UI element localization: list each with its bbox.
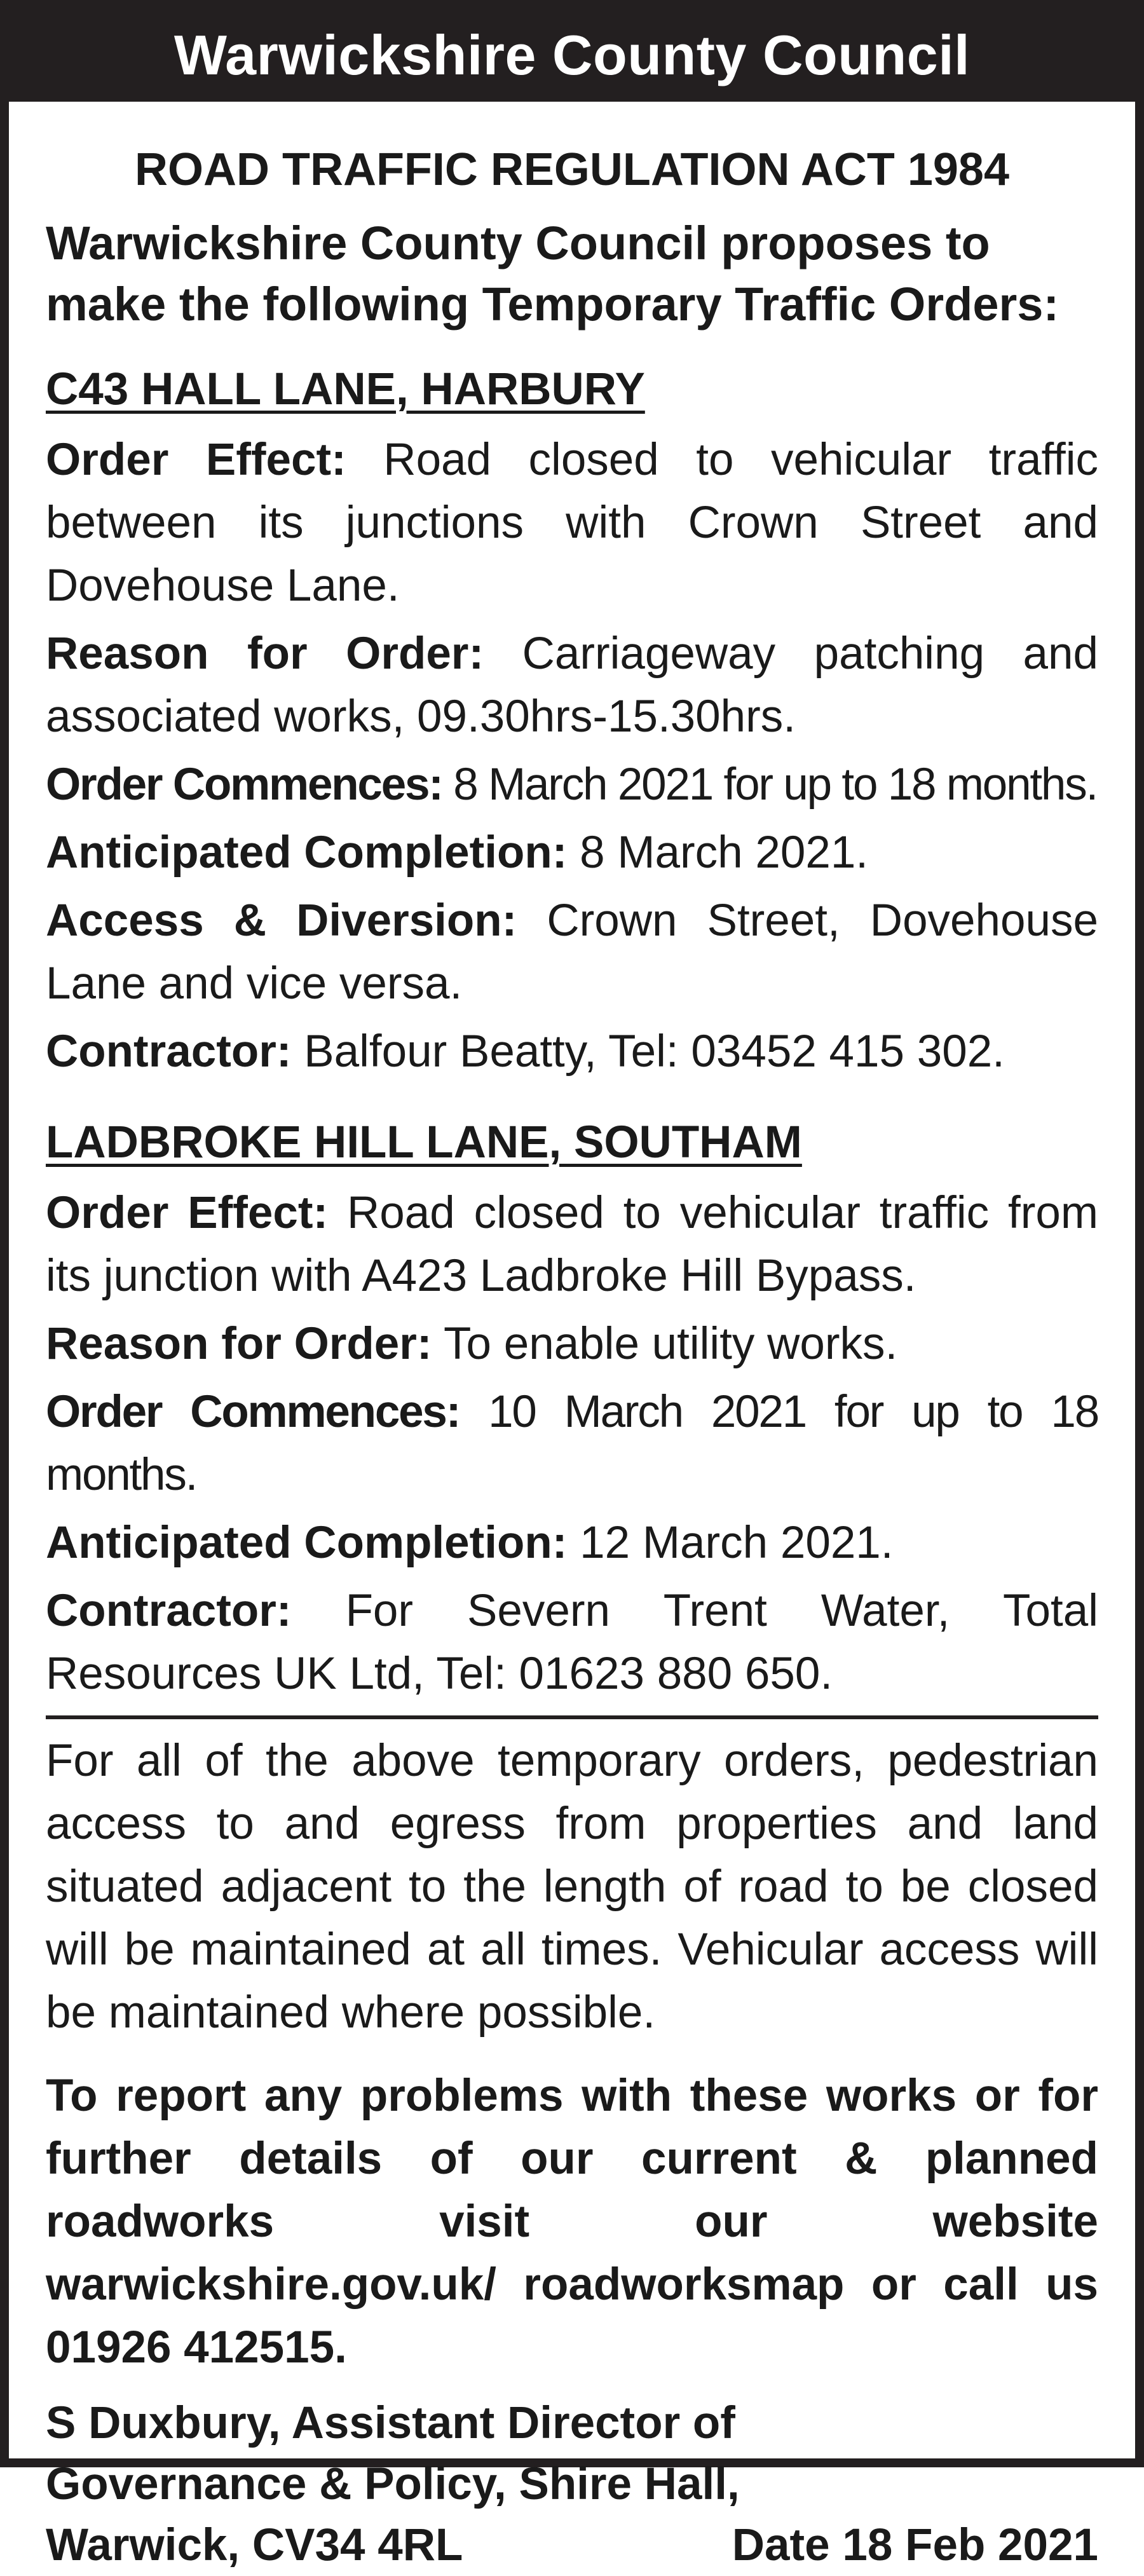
order-hall-lane [46, 358, 1098, 1083]
order-commences-label: Order Commences: [46, 760, 442, 810]
order-commences-label: Order Commences: [46, 1387, 460, 1437]
pedestrian-access-note: For all of the above temporary orders, pedestrian access to and egress from properties and land situated adjacent to the length of road to be closed will be maintained at all times. Vehicular access will be maintained where possible. [46, 1736, 1098, 2038]
order-access-text: Crown Street, Dovehouse Lane and vice versa. [46, 896, 1098, 1009]
notice-content [9, 102, 1135, 2576]
order-contractor [46, 1020, 1098, 1083]
intro-lead: Warwickshire County Council proposes to make the following Temporary Traffic Orders: [46, 217, 1059, 331]
order-completion-label: Anticipated Completion: [46, 1518, 568, 1568]
road-name: LADBROKE HILL LANE, SOUTHAM [46, 1117, 802, 1168]
order-ladbroke-hill-lane [46, 1111, 1098, 1705]
order-completion [46, 821, 1098, 884]
order-contractor [46, 1579, 1098, 1705]
order-reason-text: To enable utility works. [444, 1319, 898, 1369]
signature-line-1: S Duxbury, Assistant Director of [46, 2398, 735, 2448]
signature-line-3: Warwick, CV34 4RL [46, 2520, 463, 2570]
act-title: ROAD TRAFFIC REGULATION ACT 1984 [134, 144, 1010, 195]
order-reason-label: Reason for Order: [46, 1319, 432, 1369]
signature-address-row [46, 2515, 1098, 2576]
order-effect-text: Road closed to vehicular traffic from its junction with A423 Ladbroke Hill Bypass. [46, 1188, 1098, 1301]
order-commences [46, 1380, 1098, 1506]
council-banner [9, 9, 1135, 102]
order-reason-label: Reason for Order: [46, 629, 484, 679]
order-reason-text: Carriageway patching and associated works, 09.30hrs-15.30hrs. [46, 629, 1099, 742]
order-completion-text: 8 March 2021. [580, 828, 869, 878]
order-effect [46, 428, 1098, 617]
order-access [46, 889, 1098, 1015]
report-problems-note: To report any problems with these works or for further details of our current & planned roadworks visit our website warwickshire.gov.uk/ roadworksmap or call us 01926 412515. [46, 2071, 1098, 2373]
council-name: Warwickshire County Council [174, 24, 970, 86]
order-contractor-text: For Severn Trent Water, Total Resources UK Ltd, Tel: 01623 880 650. [46, 1586, 1098, 1699]
order-commences-text: 10 March 2021 for up to 18 months. [46, 1387, 1098, 1500]
order-completion-label: Anticipated Completion: [46, 828, 568, 878]
order-reason [46, 1312, 1098, 1375]
road-name: C43 HALL LANE, HARBURY [46, 364, 645, 414]
signature-line-2: Governance & Policy, Shire Hall, [46, 2459, 740, 2509]
order-effect-label: Order Effect: [46, 435, 346, 485]
order-effect [46, 1182, 1098, 1307]
order-completion [46, 1511, 1098, 1574]
divider [46, 1715, 1098, 1719]
order-reason [46, 622, 1098, 748]
order-completion-text: 12 March 2021. [580, 1518, 894, 1568]
order-access-label: Access & Diversion: [46, 896, 517, 946]
order-effect-label: Order Effect: [46, 1188, 329, 1238]
order-contractor-label: Contractor: [46, 1026, 292, 1077]
section-gap [46, 1088, 1098, 1111]
order-contractor-text: Balfour Beatty, Tel: 03452 415 302. [304, 1026, 1005, 1077]
order-effect-text: Road closed to vehicular traffic between its junctions with Crown Street and Dovehouse Lane. [46, 435, 1098, 611]
order-commences [46, 753, 1098, 816]
order-commences-text: 8 March 2021 for up to 18 months. [453, 760, 1098, 810]
notice-date: Date 18 Feb 2021 [732, 2520, 1098, 2570]
order-contractor-label: Contractor: [46, 1586, 292, 1636]
